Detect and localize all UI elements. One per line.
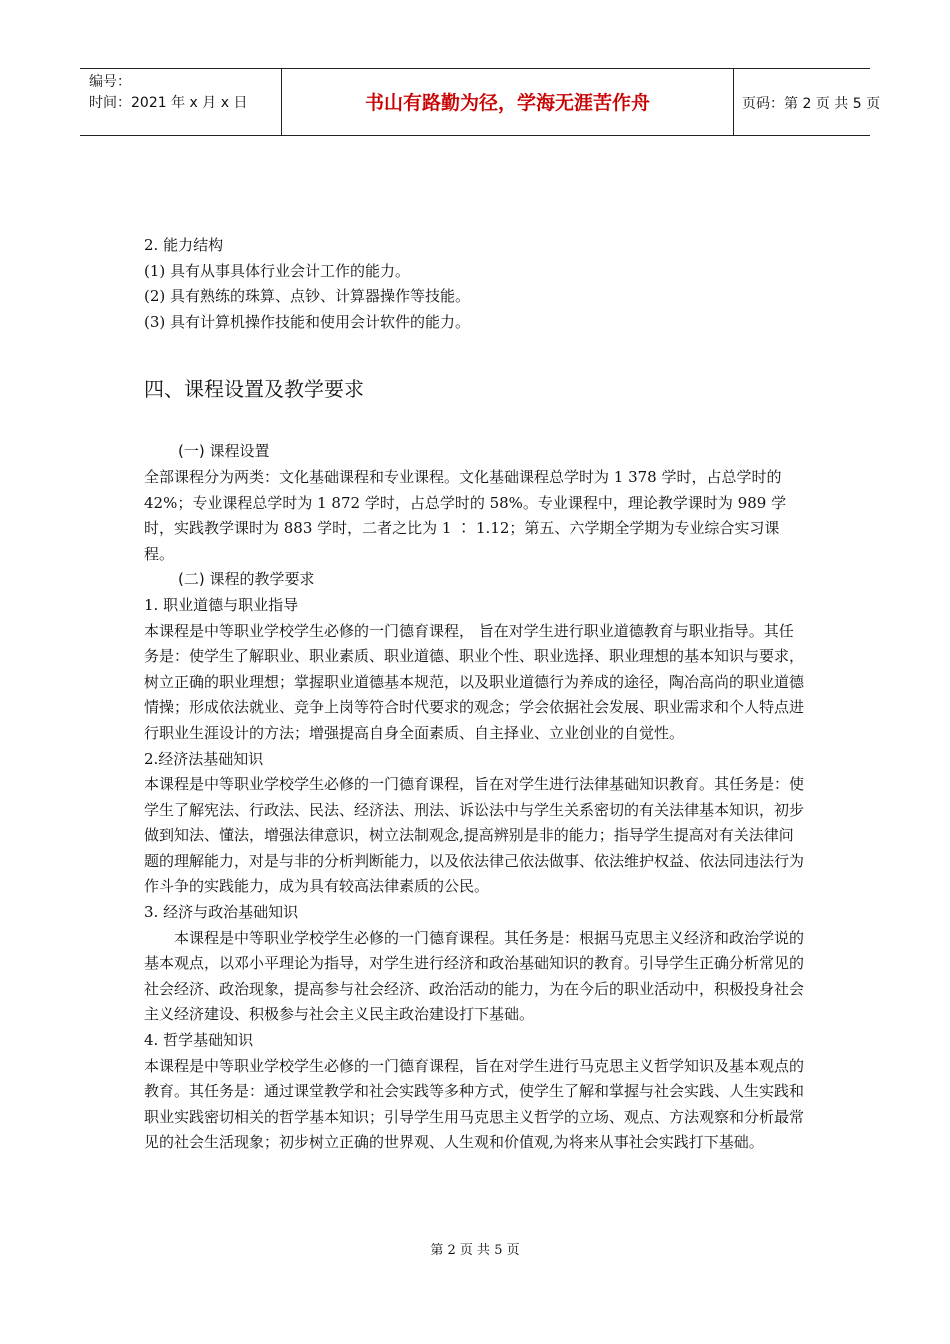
page-header xyxy=(80,68,881,136)
header-motto-cell xyxy=(282,69,734,135)
course-4-paragraph: 本课程是中等职业学校学生必修的一门德育课程，旨在对学生进行马克思主义哲学知识及基本观点的教育。其任务是：通过课堂教学和社会实践等多种方式，使学生了解和掌握与社会实践、人生实践和职业实践密切相关的哲学基本知识；引导学生用马克思主义哲学的立场、观点、方法观察和分析最常见的社会生活现象；初步树立正确的世界观、人生观和价值观,为将来从事社会实践打下基础。 xyxy=(144,1056,805,1152)
page-footer-number: 第 2 页 共 5 页 xyxy=(430,1243,520,1258)
course-2-title: 2.经济法基础知识 xyxy=(144,749,264,768)
course-3-title: 3. 经济与政治基础知识 xyxy=(144,903,299,922)
document-date-label: 时间：2021 年 x 月 x 日 xyxy=(89,95,248,111)
header-page-info: 页码：第 2 页 共 5 页 xyxy=(742,96,881,112)
ability-item-2: (2) 具有熟练的珠算、点钞、计算器操作等技能。 xyxy=(144,287,471,306)
course-1-paragraph: 本课程是中等职业学校学生必修的一门德育课程， 旨在对学生进行职业道德教育与职业指导。其任务是：使学生了解职业、职业素质、职业道德、职业个性、职业选择、职业理想的基本知识与要求，树立正确的职业理想；掌握职业道德基本规范，以及职业道德行为养成的途径，陶冶高尚的职业道德情操；形成依法就业、竞争上岗等符合时代要求的观念；学会依据社会发展、职业需求和个人特点进行职业生涯设计的方法；增强提高自身全面素质、自主择业、立业创业的自觉性。 xyxy=(144,621,805,742)
chapter-title: 四、课程设置及教学要求 xyxy=(144,377,364,402)
document-number-label: 编号： xyxy=(89,74,131,90)
header-motto: 书山有路勤为径，学海无涯苦作舟 xyxy=(364,92,650,114)
ability-structure-title: 2. 能力结构 xyxy=(144,236,224,254)
header-page-cell xyxy=(734,69,881,135)
header-meta-cell xyxy=(80,69,282,135)
course-setup-paragraph: 全部课程分为两类：文化基础课程和专业课程。文化基础课程总学时为 1 378 学时，占总学时的 42%；专业课程总学时为 1 872 学时，占总学时的 58%。专业课程中，理论教学课时为 989 学时，实践教学课时为 883 学时，二者之比为 1 ∶ 1.12；第五、六学期全学期为专业综合实习课程。 xyxy=(144,467,787,563)
course-1-title: 1. 职业道德与职业指导 xyxy=(144,595,299,614)
course-4-title: 4. 哲学基础知识 xyxy=(144,1031,254,1050)
document-body xyxy=(144,233,808,1156)
course-3-paragraph: 本课程是中等职业学校学生必修的一门德育课程。其任务是：根据马克思主义经济和政治学说的基本观点，以邓小平理论为指导，对学生进行经济和政治基础知识的教育。引导学生正确分析常见的社会经济、政治现象，提高参与社会经济、政治活动的能力，为在今后的职业活动中，积极投身社会主义经济建设、积极参与社会主义民主政治建设打下基础。 xyxy=(144,928,805,1024)
course-setup-title: (一) 课程设置 xyxy=(178,442,270,461)
ability-item-3: (3) 具有计算机操作技能和使用会计软件的能力。 xyxy=(144,312,471,331)
ability-item-1: (1) 具有从事具体行业会计工作的能力。 xyxy=(144,261,411,280)
course-2-paragraph: 本课程是中等职业学校学生必修的一门德育课程，旨在对学生进行法律基础知识教育。其任务是：使学生了解宪法、行政法、民法、经济法、刑法、诉讼法中与学生关系密切的有关法律基本知识，初步做到知法、懂法，增强法律意识，树立法制观念,提高辨别是非的能力；指导学生提高对有关法律问题的理解能力，对是与非的分析判断能力，以及依法律己依法做事、依法维护权益、依法同违法行为作斗争的实践能力，成为具有较高法律素质的公民。 xyxy=(144,775,805,896)
teaching-requirements-title: (二) 课程的教学要求 xyxy=(178,570,315,589)
